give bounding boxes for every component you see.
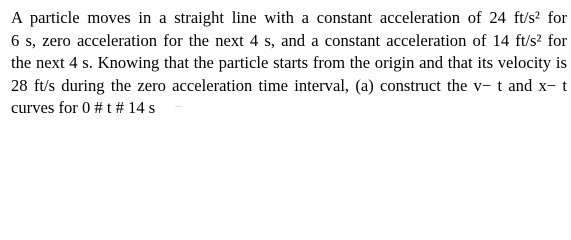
problem-line-1: A particle moves in a straight line with a constant acceleration of 24 ft/s² for (11, 8, 567, 27)
problem-statement (11, 7, 567, 120)
problem-line-3: the next 4 s. Knowing that the particle starts from the origin and that its velocity is (11, 53, 567, 72)
scan-artifact (175, 106, 182, 110)
problem-line-2: 6 s, zero acceleration for the next 4 s, and a constant acceleration of 14 ft/s² for (11, 30, 567, 50)
problem-line-4: 28 ft/s during the zero acceleration time interval, (a) construct the v− t and x− t (11, 75, 567, 95)
problem-line-5: curves for 0 # t # 14 s (11, 98, 156, 117)
